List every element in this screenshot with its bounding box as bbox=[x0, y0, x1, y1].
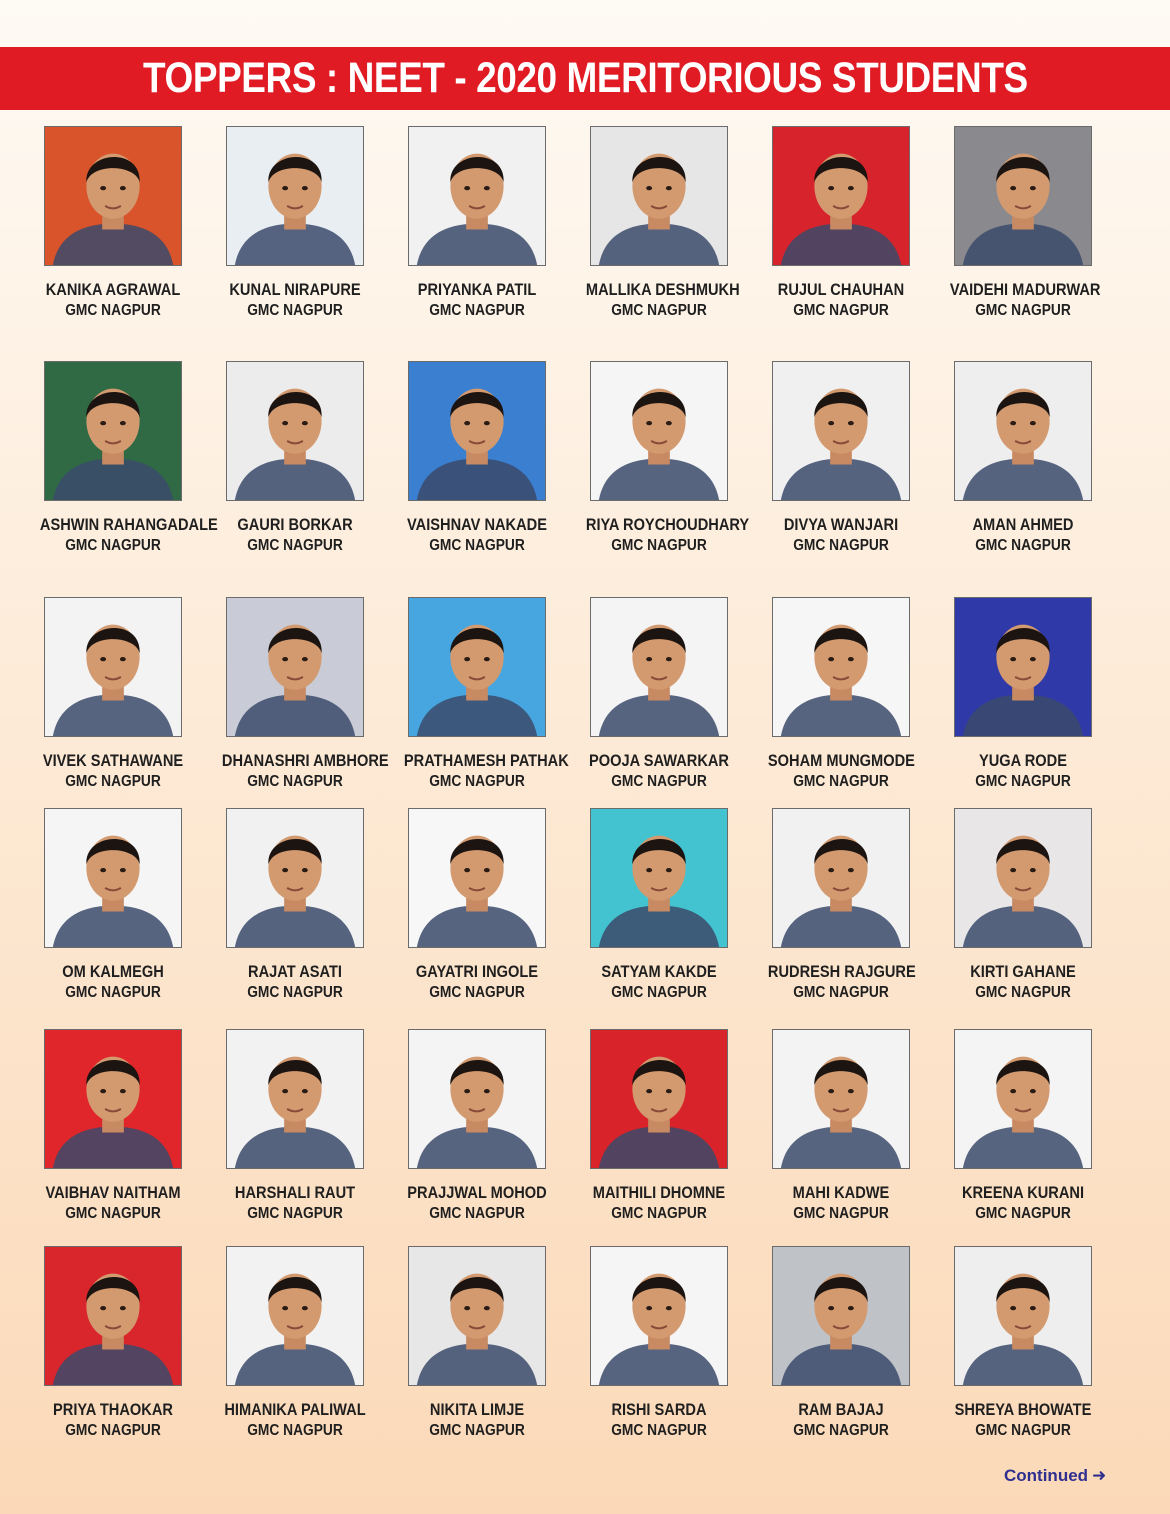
portrait-icon bbox=[45, 1247, 181, 1385]
portrait-icon bbox=[773, 809, 909, 947]
student-college: GMC NAGPUR bbox=[611, 773, 707, 790]
student-college: GMC NAGPUR bbox=[247, 773, 343, 790]
student-card bbox=[28, 361, 218, 557]
portrait-icon bbox=[227, 809, 363, 947]
student-college: GMC NAGPUR bbox=[65, 302, 161, 319]
student-photo bbox=[408, 1246, 546, 1386]
student-name: GAURI BORKAR bbox=[237, 515, 353, 534]
student-college: GMC NAGPUR bbox=[975, 1205, 1071, 1222]
portrait-icon bbox=[591, 1247, 727, 1385]
student-photo bbox=[226, 361, 364, 501]
student-name: HARSHALI RAUT bbox=[234, 1183, 356, 1202]
student-card bbox=[938, 126, 1108, 322]
student-card bbox=[28, 597, 198, 793]
student-name: YUGA RODE bbox=[978, 751, 1067, 770]
student-college: GMC NAGPUR bbox=[611, 984, 707, 1001]
student-card bbox=[392, 1029, 562, 1225]
student-card bbox=[756, 126, 926, 322]
student-card bbox=[756, 1246, 926, 1442]
student-card bbox=[574, 1029, 744, 1225]
student-card bbox=[574, 597, 744, 793]
student-photo bbox=[772, 1029, 910, 1169]
portrait-icon bbox=[227, 1030, 363, 1168]
student-photo bbox=[44, 597, 182, 737]
student-photo bbox=[226, 1246, 364, 1386]
student-photo bbox=[590, 361, 728, 501]
portrait-icon bbox=[45, 1030, 181, 1168]
student-photo bbox=[226, 126, 364, 266]
student-college: GMC NAGPUR bbox=[611, 1205, 707, 1222]
student-college: GMC NAGPUR bbox=[429, 302, 525, 319]
student-college: GMC NAGPUR bbox=[247, 984, 343, 1001]
student-name: HIMANIKA PALIWAL bbox=[224, 1400, 366, 1419]
student-college: GMC NAGPUR bbox=[429, 1205, 525, 1222]
student-name: PRIYANKA PATIL bbox=[417, 280, 537, 299]
student-name: KIRTI GAHANE bbox=[970, 962, 1076, 981]
student-photo bbox=[772, 1246, 910, 1386]
student-college: GMC NAGPUR bbox=[793, 1205, 889, 1222]
student-photo bbox=[772, 126, 910, 266]
arrow-right-icon: ➜ bbox=[1092, 1466, 1107, 1485]
student-card bbox=[574, 126, 744, 322]
student-name: GAYATRI INGOLE bbox=[415, 962, 539, 981]
student-card bbox=[210, 1029, 380, 1225]
portrait-icon bbox=[45, 127, 181, 265]
student-photo bbox=[44, 1029, 182, 1169]
student-name: AMAN AHMED bbox=[972, 515, 1074, 534]
student-college: GMC NAGPUR bbox=[65, 1422, 161, 1439]
student-photo bbox=[44, 361, 182, 501]
portrait-icon bbox=[591, 127, 727, 265]
portrait-icon bbox=[227, 598, 363, 736]
student-college: GMC NAGPUR bbox=[793, 302, 889, 319]
student-card bbox=[210, 126, 380, 322]
student-college: GMC NAGPUR bbox=[65, 537, 161, 554]
student-photo bbox=[772, 361, 910, 501]
student-photo bbox=[590, 808, 728, 948]
student-photo bbox=[954, 1246, 1092, 1386]
student-college: GMC NAGPUR bbox=[429, 537, 525, 554]
student-card bbox=[938, 1246, 1108, 1442]
student-photo bbox=[408, 808, 546, 948]
student-photo bbox=[408, 361, 546, 501]
student-college: GMC NAGPUR bbox=[65, 984, 161, 1001]
student-name: RAJAT ASATI bbox=[248, 962, 342, 981]
student-name: SHREYA BHOWATE bbox=[954, 1400, 1092, 1419]
student-name: DHANASHRI AMBHORE bbox=[221, 751, 389, 770]
student-name: KREENA KURANI bbox=[961, 1183, 1085, 1202]
student-college: GMC NAGPUR bbox=[247, 1422, 343, 1439]
student-card bbox=[392, 808, 562, 1004]
student-name: MAITHILI DHOMNE bbox=[592, 1183, 726, 1202]
student-name: NIKITA LIMJE bbox=[429, 1400, 525, 1419]
portrait-icon bbox=[227, 127, 363, 265]
student-card bbox=[938, 597, 1108, 793]
page-title: TOPPERS : NEET - 2020 MERITORIOUS STUDENTS bbox=[142, 54, 1028, 102]
portrait-icon bbox=[591, 362, 727, 500]
student-card bbox=[756, 1029, 926, 1225]
student-name: SOHAM MUNGMODE bbox=[767, 751, 915, 770]
student-name: VAISHNAV NAKADE bbox=[407, 515, 547, 534]
student-name: POOJA SAWARKAR bbox=[589, 751, 729, 770]
student-photo bbox=[954, 126, 1092, 266]
student-card bbox=[392, 1246, 562, 1442]
student-card bbox=[574, 808, 744, 1004]
student-photo bbox=[590, 1246, 728, 1386]
portrait-icon bbox=[773, 598, 909, 736]
student-college: GMC NAGPUR bbox=[975, 773, 1071, 790]
student-card bbox=[574, 1246, 744, 1442]
student-name: KANIKA AGRAWAL bbox=[45, 280, 181, 299]
portrait-icon bbox=[955, 1247, 1091, 1385]
student-name: RUDRESH RAJGURE bbox=[767, 962, 916, 981]
student-card bbox=[28, 808, 198, 1004]
portrait-icon bbox=[409, 362, 545, 500]
student-photo bbox=[226, 597, 364, 737]
student-name: RAM BAJAJ bbox=[798, 1400, 884, 1419]
portrait-icon bbox=[955, 362, 1091, 500]
portrait-icon bbox=[773, 1247, 909, 1385]
student-name: RIYA ROYCHOUDHARY bbox=[585, 515, 750, 534]
portrait-icon bbox=[955, 809, 1091, 947]
student-card bbox=[938, 361, 1108, 557]
portrait-icon bbox=[591, 809, 727, 947]
student-card bbox=[938, 1029, 1108, 1225]
portrait-icon bbox=[409, 1030, 545, 1168]
student-name: VIVEK SATHAWANE bbox=[42, 751, 184, 770]
portrait-icon bbox=[227, 362, 363, 500]
student-name: ASHWIN RAHANGADALE bbox=[39, 515, 218, 534]
portrait-icon bbox=[409, 809, 545, 947]
student-card bbox=[756, 361, 926, 557]
student-photo bbox=[772, 597, 910, 737]
student-college: GMC NAGPUR bbox=[429, 984, 525, 1001]
student-college: GMC NAGPUR bbox=[611, 537, 707, 554]
student-card bbox=[392, 126, 562, 322]
student-photo bbox=[44, 126, 182, 266]
student-college: GMC NAGPUR bbox=[793, 1422, 889, 1439]
student-card bbox=[28, 1246, 198, 1442]
student-card bbox=[392, 597, 569, 793]
student-card bbox=[392, 361, 562, 557]
student-name: PRIYA THAOKAR bbox=[53, 1400, 173, 1419]
student-name: SATYAM KAKDE bbox=[601, 962, 717, 981]
student-photo bbox=[226, 808, 364, 948]
portrait-icon bbox=[45, 598, 181, 736]
student-name: PRATHAMESH PATHAK bbox=[403, 751, 569, 770]
student-card bbox=[938, 808, 1108, 1004]
student-card bbox=[756, 808, 926, 1004]
student-college: GMC NAGPUR bbox=[975, 537, 1071, 554]
portrait-icon bbox=[45, 362, 181, 500]
student-photo bbox=[44, 808, 182, 948]
portrait-icon bbox=[409, 1247, 545, 1385]
portrait-icon bbox=[955, 598, 1091, 736]
student-college: GMC NAGPUR bbox=[793, 773, 889, 790]
student-name: KUNAL NIRAPURE bbox=[229, 280, 361, 299]
title-banner bbox=[0, 47, 1170, 110]
student-college: GMC NAGPUR bbox=[65, 1205, 161, 1222]
portrait-icon bbox=[45, 809, 181, 947]
portrait-icon bbox=[773, 362, 909, 500]
student-name: RUJUL CHAUHAN bbox=[777, 280, 905, 299]
student-college: GMC NAGPUR bbox=[793, 984, 889, 1001]
student-card bbox=[210, 808, 380, 1004]
student-photo bbox=[954, 361, 1092, 501]
student-name: MAHI KADWE bbox=[792, 1183, 890, 1202]
student-photo bbox=[590, 1029, 728, 1169]
student-photo bbox=[226, 1029, 364, 1169]
student-photo bbox=[408, 1029, 546, 1169]
student-college: GMC NAGPUR bbox=[247, 537, 343, 554]
student-name: VAIBHAV NAITHAM bbox=[45, 1183, 181, 1202]
student-college: GMC NAGPUR bbox=[65, 773, 161, 790]
student-college: GMC NAGPUR bbox=[975, 1422, 1071, 1439]
portrait-icon bbox=[773, 1030, 909, 1168]
student-photo bbox=[44, 1246, 182, 1386]
student-college: GMC NAGPUR bbox=[793, 537, 889, 554]
student-name: VAIDEHI MADURWAR bbox=[949, 280, 1101, 299]
student-college: GMC NAGPUR bbox=[611, 1422, 707, 1439]
student-photo bbox=[408, 597, 546, 737]
portrait-icon bbox=[773, 127, 909, 265]
continued-label: Continued bbox=[1004, 1466, 1089, 1485]
student-name: OM KALMEGH bbox=[62, 962, 164, 981]
student-name: DIVYA WANJARI bbox=[783, 515, 899, 534]
portrait-icon bbox=[409, 598, 545, 736]
student-college: GMC NAGPUR bbox=[429, 773, 525, 790]
student-name: MALLIKA DESHMUKH bbox=[585, 280, 740, 299]
student-photo bbox=[590, 126, 728, 266]
student-card bbox=[28, 1029, 198, 1225]
student-name: RISHI SARDA bbox=[611, 1400, 707, 1419]
portrait-icon bbox=[409, 127, 545, 265]
student-college: GMC NAGPUR bbox=[247, 1205, 343, 1222]
student-card bbox=[210, 1246, 380, 1442]
student-photo bbox=[954, 597, 1092, 737]
student-college: GMC NAGPUR bbox=[975, 302, 1071, 319]
student-college: GMC NAGPUR bbox=[975, 984, 1071, 1001]
portrait-icon bbox=[227, 1247, 363, 1385]
student-photo bbox=[590, 597, 728, 737]
portrait-icon bbox=[955, 127, 1091, 265]
student-college: GMC NAGPUR bbox=[611, 302, 707, 319]
student-card bbox=[574, 361, 750, 557]
student-name: PRAJJWAL MOHOD bbox=[407, 1183, 547, 1202]
portrait-icon bbox=[955, 1030, 1091, 1168]
student-card bbox=[210, 597, 389, 793]
portrait-icon bbox=[591, 598, 727, 736]
student-card bbox=[28, 126, 198, 322]
student-photo bbox=[954, 808, 1092, 948]
student-college: GMC NAGPUR bbox=[247, 302, 343, 319]
student-card bbox=[210, 361, 380, 557]
student-photo bbox=[772, 808, 910, 948]
student-college: GMC NAGPUR bbox=[429, 1422, 525, 1439]
continued-link[interactable] bbox=[1004, 1466, 1106, 1486]
student-photo bbox=[954, 1029, 1092, 1169]
portrait-icon bbox=[591, 1030, 727, 1168]
student-card bbox=[756, 597, 926, 793]
student-photo bbox=[408, 126, 546, 266]
